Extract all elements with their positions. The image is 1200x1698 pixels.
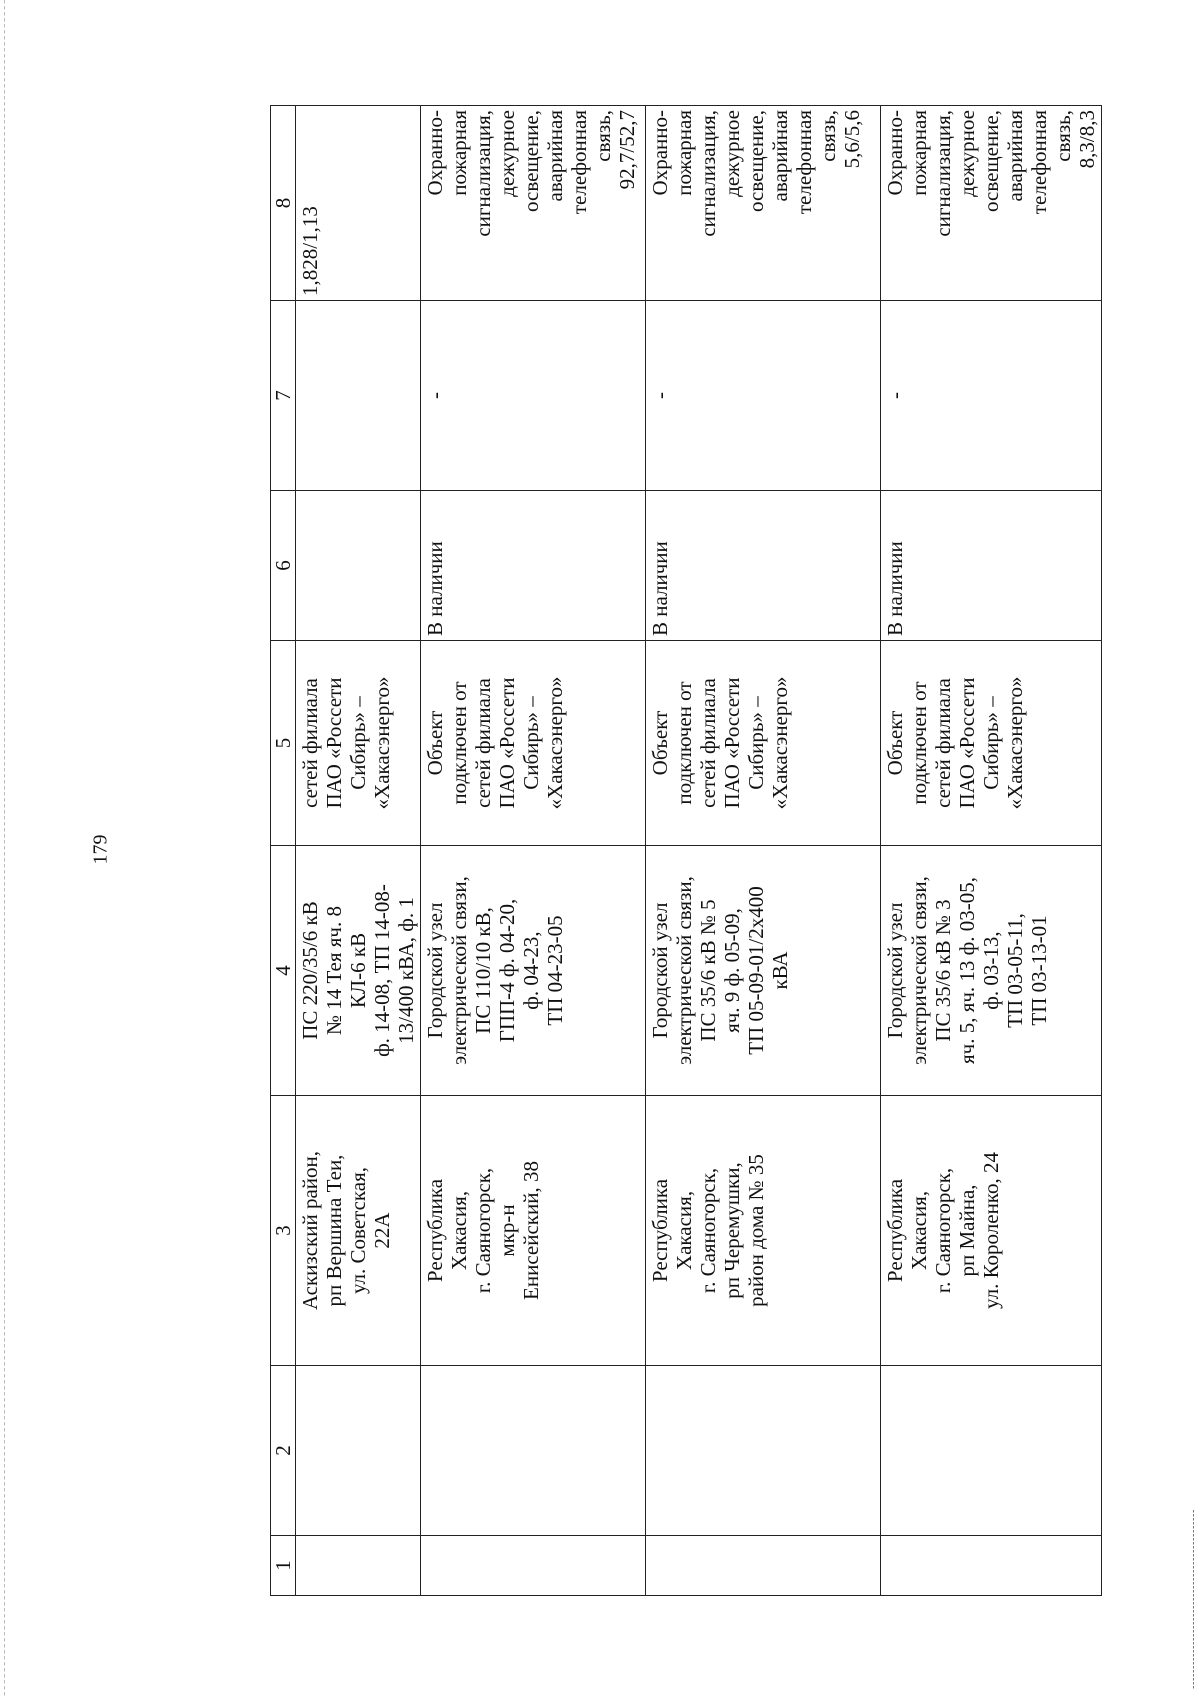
cell-number [881,1536,1102,1596]
cell-availability [296,491,421,641]
col-header-4: 4 [271,846,296,1096]
col-header-5: 5 [271,641,296,846]
col-header-7: 7 [271,301,296,491]
cell-col7: - [881,301,1102,491]
cell-availability: В наличии [646,491,881,641]
col-header-2: 2 [271,1366,296,1536]
cell-name [646,1366,881,1536]
cell-name [881,1366,1102,1536]
cell-connection: Объект подключен от сетей филиала ПАО «Россети Сибирь» – «Хакасэнерго» [646,641,881,846]
col-header-6: 6 [271,491,296,641]
cell-availability: В наличии [881,491,1102,641]
cell-connection: Объект подключен от сетей филиала ПАО «Россети Сибирь» – «Хакасэнерго» [421,641,646,846]
cell-connection: Объект подключен от сетей филиала ПАО «Россети Сибирь» – «Хакасэнерго» [881,641,1102,846]
cell-systems: 1,828/1,13 [296,106,421,301]
table-row [296,106,421,1596]
cell-col7 [296,301,421,491]
cell-systems: Охранно- пожарная сигнализация, дежурное освещение, аварийная телефонная связь, 8,3/8,3 [881,106,1102,301]
rotated-table-wrapper [270,106,1099,1596]
cell-systems: Охранно- пожарная сигнализация, дежурное освещение, аварийная телефонная связь, 5,6/5,6 [646,106,881,301]
cell-power-source: ПС 220/35/6 кВ № 14 Тея яч. 8 КЛ-6 кВ ф. 14-08, ТП 14-08- 13/400 кВА, ф. 1 [296,846,421,1096]
header-row [271,106,296,1596]
col-header-3: 3 [271,1096,296,1366]
cell-number [646,1536,881,1596]
cell-availability: В наличии [421,491,646,641]
cell-col7: - [646,301,881,491]
cell-name [421,1366,646,1536]
cell-systems: Охранно- пожарная сигнализация, дежурное освещение, аварийная телефонная связь, 92,7/52,7 [421,106,646,301]
cell-number [421,1536,646,1596]
scan-edge-line [1193,1510,1194,1690]
cell-power-source: Городской узел электрической связи, ПС 35/6 кВ № 5 яч. 9 ф. 05-09, ТП 05-09-01/2х400 кВА [646,846,881,1096]
col-header-8: 8 [271,106,296,301]
cell-name [296,1366,421,1536]
table-row [881,106,1102,1596]
page-number: 179 [89,834,112,865]
table-row [646,106,881,1596]
cell-power-source: Городской узел электрической связи, ПС 110/10 кВ, ГПП-4 ф. 04-20, ф. 04-23, ТП 04-23-05 [421,846,646,1096]
cell-address: Аскизский район, рп Вершина Теи, ул. Советская, 22А [296,1096,421,1366]
cell-power-source: Городской узел электрической связи, ПС 35/6 кВ № 3 яч. 5, яч. 13 ф. 03-05, ф. 03-13, ТП 03-05-11, ТП 03-13-01 [881,846,1102,1096]
cell-connection: сетей филиала ПАО «Россети Сибирь» – «Хакасэнерго» [296,641,421,846]
data-table [270,105,1102,1596]
table-row [421,106,646,1596]
cell-number [296,1536,421,1596]
col-header-1: 1 [271,1536,296,1596]
scan-edge-line [4,0,5,1698]
cell-col7: - [421,301,646,491]
cell-address: Республика Хакасия, г. Саяногорск, мкр-н Енисейский, 38 [421,1096,646,1366]
cell-address: Республика Хакасия, г. Саяногорск, рп Черемушки, район дома № 35 [646,1096,881,1366]
cell-address: Республика Хакасия, г. Саяногорск, рп Майна, ул. Короленко, 24 [881,1096,1102,1366]
